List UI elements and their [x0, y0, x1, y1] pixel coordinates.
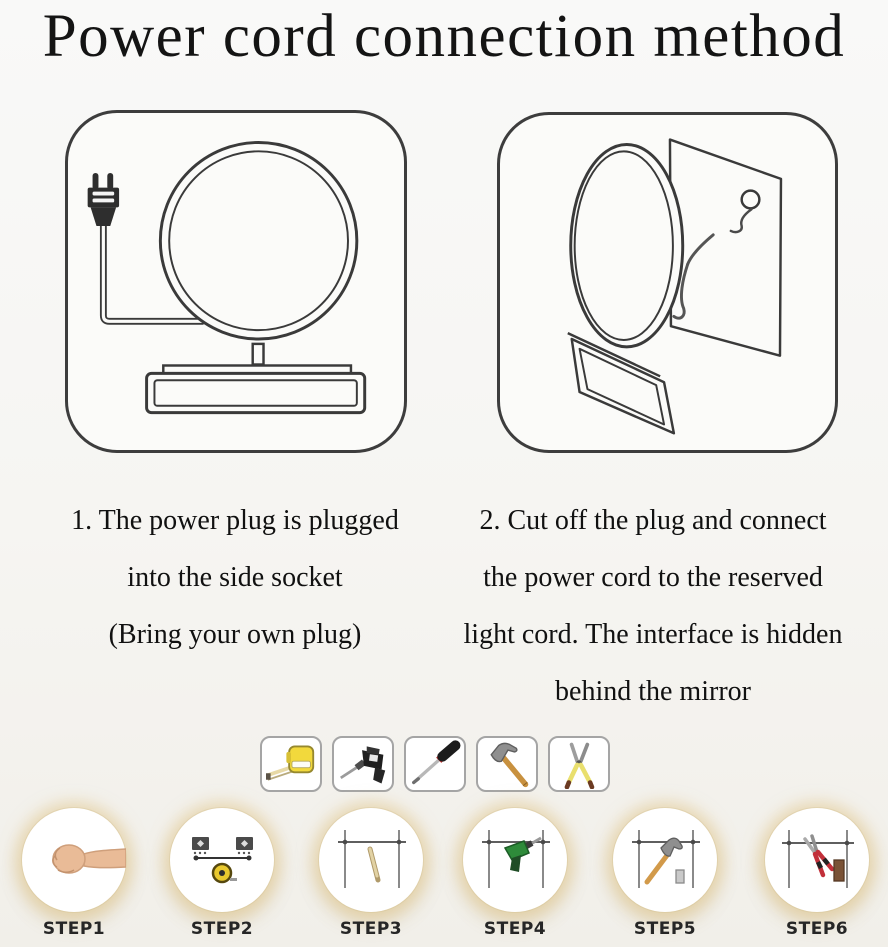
caption-step1 [25, 492, 445, 663]
screwdriver-icon [407, 739, 463, 789]
caption-line: 1. The power plug is plugged [71, 505, 399, 536]
wall-mark [236, 837, 253, 854]
wall [670, 140, 781, 356]
wall-socket-hole [742, 191, 760, 209]
power-plug-icon [88, 173, 119, 226]
step1-circle [22, 808, 126, 912]
knock-wall-fist-icon [22, 808, 126, 912]
panel-wall-mirror [497, 112, 838, 453]
page-title: Power cord connection method [42, 3, 846, 70]
mirror-stand-neck [253, 344, 264, 365]
install-with-pliers-icon [765, 808, 869, 912]
tape-measure-icon [263, 739, 319, 789]
caption-line: light cord. The interface is hidden [463, 619, 843, 650]
hammer-icon [479, 739, 535, 789]
caption-line: 2. Cut off the plug and connect [479, 505, 827, 536]
mark-drill-points-icon [319, 808, 423, 912]
step5-circle [613, 808, 717, 912]
drill [505, 838, 541, 872]
tool-pliers [548, 736, 610, 792]
caption-line: (Bring your own plug) [108, 619, 362, 650]
caption-line: behind the mirror [555, 676, 751, 707]
step2-label: STEP2 [190, 919, 254, 939]
hammer-anchors-icon [613, 808, 717, 912]
tool-screwdriver [404, 736, 466, 792]
tool-hammer [476, 736, 538, 792]
caption-step2 [443, 492, 863, 720]
step2-circle [170, 808, 274, 912]
wood-block [834, 860, 844, 881]
wall-mirror-illustration [500, 115, 835, 450]
pliers-icon [551, 739, 607, 789]
hammer-drill-icon [335, 739, 391, 789]
pliers [805, 836, 832, 875]
tabletop-mirror-illustration [68, 113, 404, 450]
step3-circle [319, 808, 423, 912]
tool-tape-measure [260, 736, 322, 792]
mirror-face [160, 142, 356, 338]
step3-label: STEP3 [339, 919, 403, 939]
step6-circle [765, 808, 869, 912]
caption-line: the power cord to the reserved [483, 562, 823, 593]
caption-line: into the side socket [127, 562, 343, 593]
step5-label: STEP5 [633, 919, 697, 939]
mirror-face [571, 144, 683, 346]
measure-distance-icon [170, 808, 274, 912]
anchor-plug [676, 870, 684, 883]
wall-mark [192, 837, 209, 854]
drill-holes-icon [463, 808, 567, 912]
step4-circle [463, 808, 567, 912]
step6-label: STEP6 [785, 919, 849, 939]
step4-label: STEP4 [483, 919, 547, 939]
step1-label: STEP1 [42, 919, 106, 939]
panel-tabletop-mirror [65, 110, 407, 453]
tool-hammer-drill [332, 736, 394, 792]
packing-box [568, 333, 674, 433]
